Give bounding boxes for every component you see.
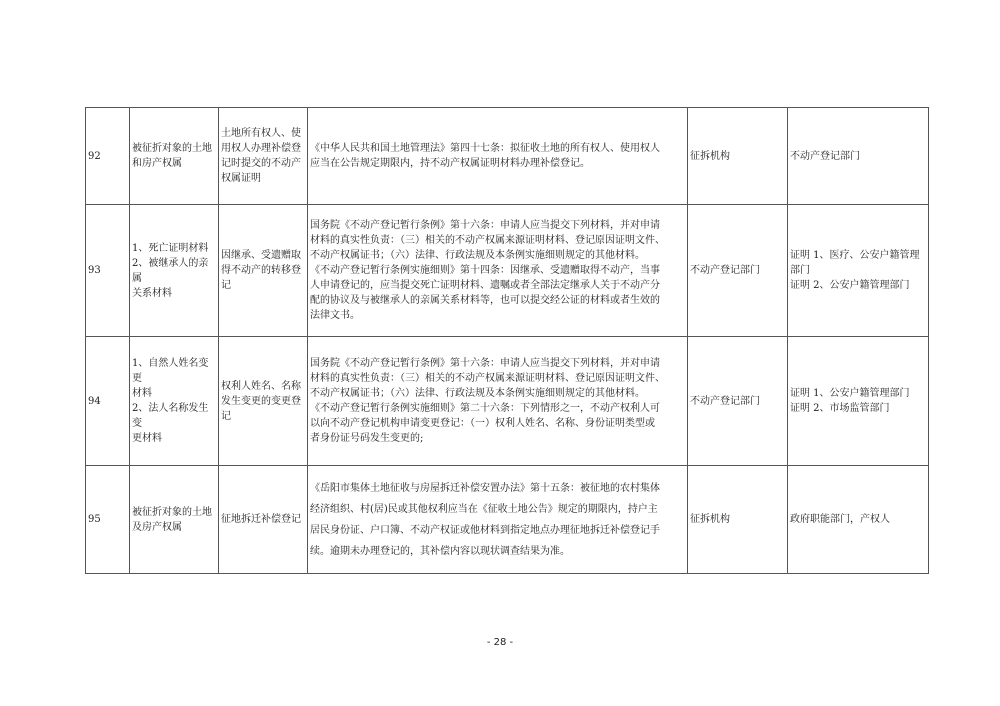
- evidence-table: [85, 107, 929, 574]
- scenario-cell: 权利人姓名、名称 发生变更的变更登 记: [219, 337, 308, 466]
- legal-basis-cell: 《岳阳市集体土地征收与房屋拆迁补偿安置办法》第十五条：被征地的农村集体 经济组织、村(居)民或其他权利应当在《征收土地公告》规定的期限内，持户主 居民身份证、户口簿、不动产权证或他材料到指定地点办理征地拆迁补偿登记手 续。逾期未办理登记的，其补偿内容以现状调查结果为准。: [308, 466, 688, 574]
- materials-cell: 被征折对象的土地 及房产权属: [130, 466, 219, 574]
- row-number: 95: [86, 466, 130, 574]
- scenario-cell: 因继承、受遗赠取 得不动产的转移登 记: [219, 205, 308, 337]
- source-cell: 证明 1、医疗、公安户籍管理 部门 证明 2、公安户籍管理部门: [788, 205, 929, 337]
- materials-cell: 被征折对象的土地 和房产权属: [130, 108, 219, 205]
- source-cell: 证明 1、公安户籍管理部门 证明 2、市场监管部门: [788, 337, 929, 466]
- scenario-cell: 征地拆迁补偿登记: [219, 466, 308, 574]
- row-number: 92: [86, 108, 130, 205]
- row-number: 94: [86, 337, 130, 466]
- table-row: [86, 466, 929, 574]
- issuer-cell: 征拆机构: [688, 108, 788, 205]
- materials-cell: 1、自然人姓名变更 材料 2、法人名称发生变 更材料: [130, 337, 219, 466]
- source-cell: 政府职能部门，产权人: [788, 466, 929, 574]
- row-number: 93: [86, 205, 130, 337]
- table-row: [86, 108, 929, 205]
- issuer-cell: 不动产登记部门: [688, 337, 788, 466]
- materials-cell: 1、死亡证明材料 2、被继承人的亲属 关系材料: [130, 205, 219, 337]
- page-number: - 28 -: [486, 637, 514, 648]
- issuer-cell: 征拆机构: [688, 466, 788, 574]
- issuer-cell: 不动产登记部门: [688, 205, 788, 337]
- legal-basis-cell: 国务院《不动产登记暂行条例》第十六条：申请人应当提交下列材料，并对申请 材料的真实性负责：（三）相关的不动产权属来源证明材料、登记原因证明文件、 不动产权属证书；（六）法律、行政法规及本条例实施细则规定的其他材料。 《不动产登记暂行条例实施细则》第二十六条：下列情形之一，不动产权利人可 以向不动产登记机构申请变更登记：（一）权利人姓名、名称、身份证明类型或 者身份证号码发生变更的;: [308, 337, 688, 466]
- scenario-cell: 土地所有权人、使 用权人办理补偿登 记时提交的不动产 权属证明: [219, 108, 308, 205]
- table-row: [86, 205, 929, 337]
- legal-basis-cell: 《中华人民共和国土地管理法》第四十七条：拟征收土地的所有权人、使用权人 应当在公告规定期限内，持不动产权属证明材料办理补偿登记。: [308, 108, 688, 205]
- source-cell: 不动产登记部门: [788, 108, 929, 205]
- legal-basis-cell: 国务院《不动产登记暂行条例》第十六条：申请人应当提交下列材料，并对申请 材料的真实性负责：（三）相关的不动产权属来源证明材料、登记原因证明文件、 不动产权属证书；（六）法律、行政法规及本条例实施细则规定的其他材料。 《不动产登记暂行条例实施细则》第十四条：因继承、受遗赠取得不动产，当事 人申请登记的，应当提交死亡证明材料、遗嘱或者全部法定继承人关于不动产分 配的协议及与被继承人的亲属关系材料等，也可以提交经公证的材料或者生效的 法律文书。: [308, 205, 688, 337]
- table-row: [86, 337, 929, 466]
